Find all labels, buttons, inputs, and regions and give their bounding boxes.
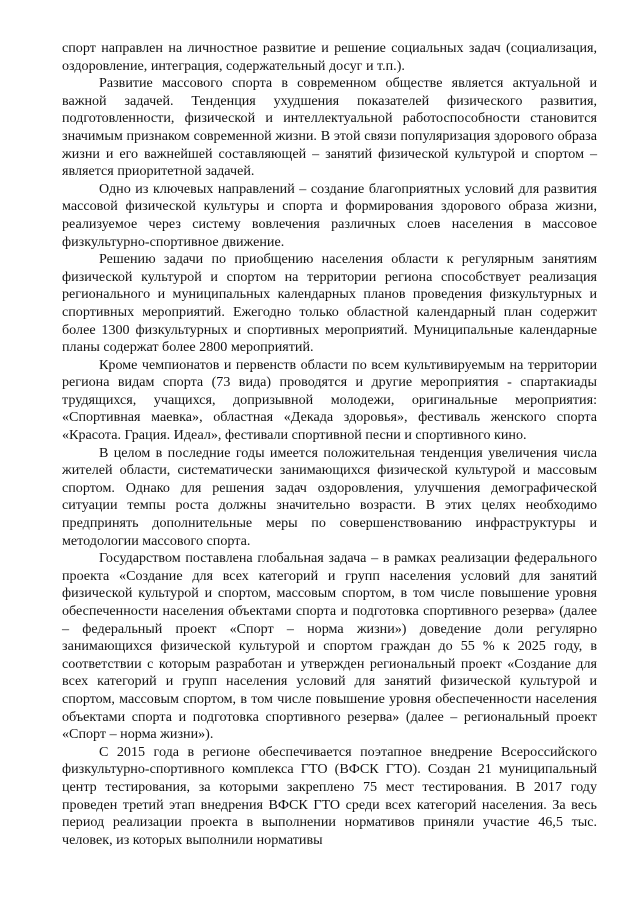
paragraph-4: Решению задачи по приобщению населения области к регулярным занятиям физической культурой и спортом на территории региона способствует реализация регионального и муниципальных календарных планов проведения физкультурных и спортивных мероприятий. Ежегодно только областной календарный план содержит более 1300 физкультурных и спортивных мероприятий. Муниципальные календарные планы содержат более 2800 мероприятий.: [62, 251, 597, 356]
paragraph-2: Развитие массового спорта в современном обществе является актуальной и важной задачей. Тенденция ухудшения показателей физического развития, подготовленности, физической и интеллектуальной работоспособности становится значимым признаком современной жизни. В этой связи популяризация здорового образа жизни и его важнейшей составляющей – занятий физической культурой и спортом – является приоритетной задачей.: [62, 75, 597, 180]
paragraph-1: спорт направлен на личностное развитие и решение социальных задач (социализация, оздоровление, интеграция, содержательный досуг и т.п.).: [62, 40, 597, 74]
paragraph-6: В целом в последние годы имеется положительная тенденция увеличения числа жителей области, систематически занимающихся физической культурой и массовым спортом. Однако для решения задач оздоровления, улучшения демографической ситуации темпы роста должны значительно возрасти. В этих целях необходимо предпринять дополнительные меры по совершенствованию инфраструктуры и методологии массового спорта.: [62, 444, 597, 549]
paragraph-7: Государством поставлена глобальная задача – в рамках реализации федерального проекта «Создание для всех категорий и групп населения условий для занятий физической культурой и спортом, массовым спортом, в том числе повышение уровня обеспеченности населения объектами спорта и подготовка спортивного резерва» (далее – федеральный проект «Спорт – норма жизни») доведение доли регулярно занимающихся физической культурой и спортом граждан до 55 % к 2025 году, в соответствии с которым разработан и утвержден региональный проект «Создание для всех категорий и групп населения условий для занятий физической культурой и спортом, массовым спортом, в том числе повышение уровня обеспеченности населения объектами спорта и подготовка спортивного резерва» (далее – региональный проект «Спорт – норма жизни»).: [62, 550, 597, 743]
paragraph-5: Кроме чемпионатов и первенств области по всем культивируемым на территории региона видам спорта (73 вида) проводятся и другие мероприятия - спартакиады трудящихся, учащихся, допризывной молодежи, оригинальные мероприятия: «Спортивная маевка», областная «Декада здоровья», фестиваль женского спорта «Красота. Грация. Идеал», фестивали спортивной песни и спортивного кино.: [62, 356, 597, 444]
paragraph-3: Одно из ключевых направлений – создание благоприятных условий для развития массовой физической культуры и спорта и формирования здорового образа жизни, реализуемое через систему вовлечения различных слоев населения в массовое физкультурно-спортивное движение.: [62, 180, 597, 250]
paragraph-8: С 2015 года в регионе обеспечивается поэтапное внедрение Всероссийского физкультурно-спортивного комплекса ГТО (ВФСК ГТО). Создан 21 муниципальный центр тестирования, за которыми закреплено 75 мест тестирования. В 2017 году проведен третий этап внедрения ВФСК ГТО среди всех категорий населения. За весь период реализации проекта в выполнении нормативов приняли участие 46,5 тыс. человек, из которых выполнили нормативы: [62, 743, 597, 848]
